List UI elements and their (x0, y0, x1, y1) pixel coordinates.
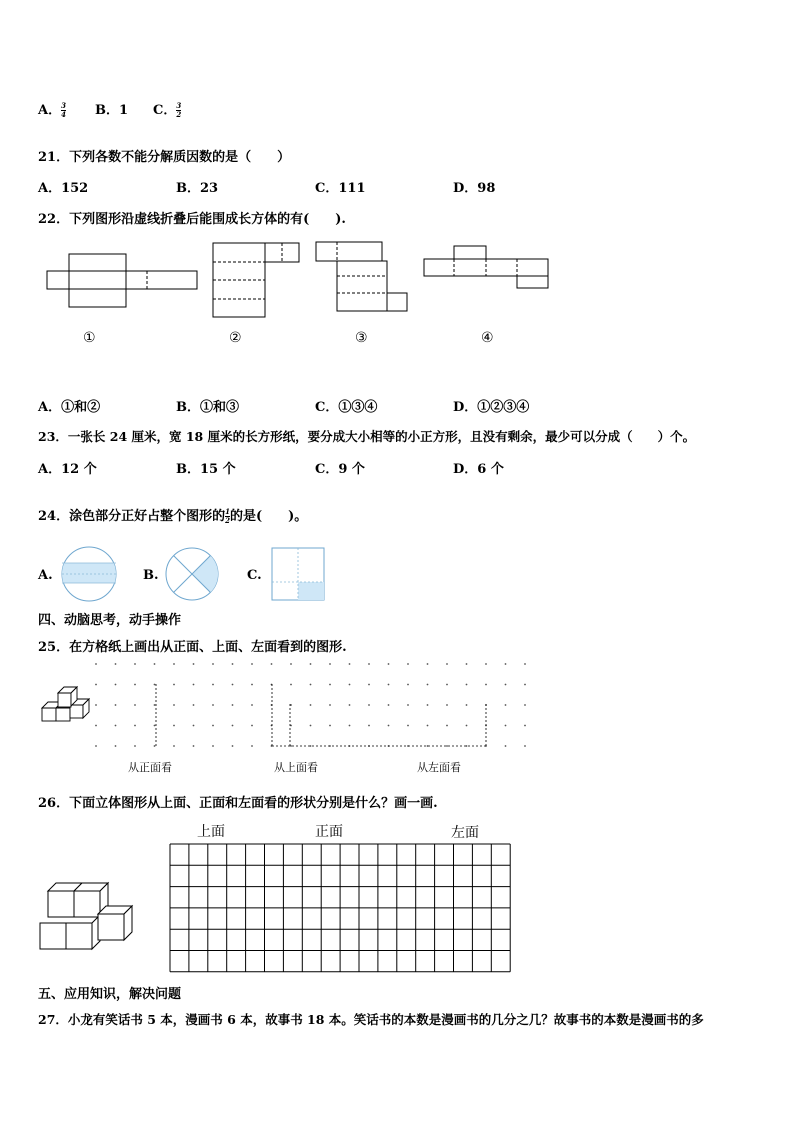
denominator: 2 (176, 110, 182, 119)
q26-square-grid (170, 844, 510, 972)
denominator: 2 (225, 516, 230, 525)
q25-view-left: 从左面看 (417, 761, 461, 774)
q24-option-b: B. (143, 568, 159, 583)
option-letter: C． (153, 103, 177, 118)
numerator: 3 (176, 101, 182, 110)
section-4-title: 四、动脑思考，动手操作 (38, 613, 182, 628)
q26-cubes (40, 883, 132, 949)
denominator: 4 (61, 110, 66, 119)
q25-view-top: 从上面看 (274, 761, 318, 774)
q22-option-a: A．①和② (38, 400, 101, 415)
figure-label-4: ④ (481, 330, 494, 346)
q22-stem: 22．下列图形沿虚线折叠后能围成长方体的有( ). (38, 212, 346, 227)
q24-option-c: C. (247, 568, 262, 583)
q22-option-b: B．①和③ (176, 400, 239, 415)
q21-option-b: B．23 (176, 181, 219, 196)
q23-option-a: A．12 个 (38, 462, 97, 477)
option-letter: A． (38, 103, 62, 118)
q21-option-a: A．152 (38, 181, 89, 196)
q21-stem: 21．下列各数不能分解质因数的是（ ） (38, 150, 291, 165)
q26-view-top: 上面 (197, 824, 225, 840)
numerator: 1 (225, 507, 230, 516)
q26-stem: 26．下面立体图形从上面、正面和左面看的形状分别是什么？画一画. (38, 796, 438, 811)
q20-option-b: B．1 (95, 103, 129, 118)
q26-view-left: 左面 (451, 825, 479, 841)
q21-option-c: C．111 (315, 181, 366, 196)
q23-option-b: B．15 个 (176, 462, 236, 477)
q25-stem: 25．在方格纸上画出从正面、上面、左面看到的图形. (38, 640, 347, 655)
q24-stem-text: 24．涂色部分正好占整个图形的 (38, 509, 226, 524)
figure-label-3: ③ (355, 330, 368, 346)
q26-view-front: 正面 (315, 824, 343, 840)
q21-option-d: D．98 (453, 181, 496, 196)
q24-option-a: A. (38, 568, 53, 583)
figure-label-2: ② (229, 330, 242, 346)
q23-stem: 23．一张长 24 厘米，宽 18 厘米的长方形纸，要分成大小相等的小正方形，且没有剩余，最少可以分成（ ）个。 (38, 429, 696, 444)
q22-option-c: C．①③④ (315, 400, 378, 415)
numerator: 3 (61, 101, 66, 110)
figure-label-1: ① (83, 330, 96, 346)
section-5-title: 五、应用知识，解决问题 (38, 987, 182, 1002)
q23-option-c: C．9 个 (315, 462, 365, 477)
q23-option-d: D．6 个 (453, 462, 504, 477)
q24-stem-text: 的是( )。 (229, 509, 308, 524)
q25-view-front: 从正面看 (128, 761, 172, 774)
q22-option-d: D．①②③④ (453, 400, 530, 415)
q27-stem: 27．小龙有笑话书 5 本，漫画书 6 本，故事书 18 本。笑话书的本数是漫画书的几分之几？故事书的本数是漫画书的多 (38, 1012, 704, 1027)
